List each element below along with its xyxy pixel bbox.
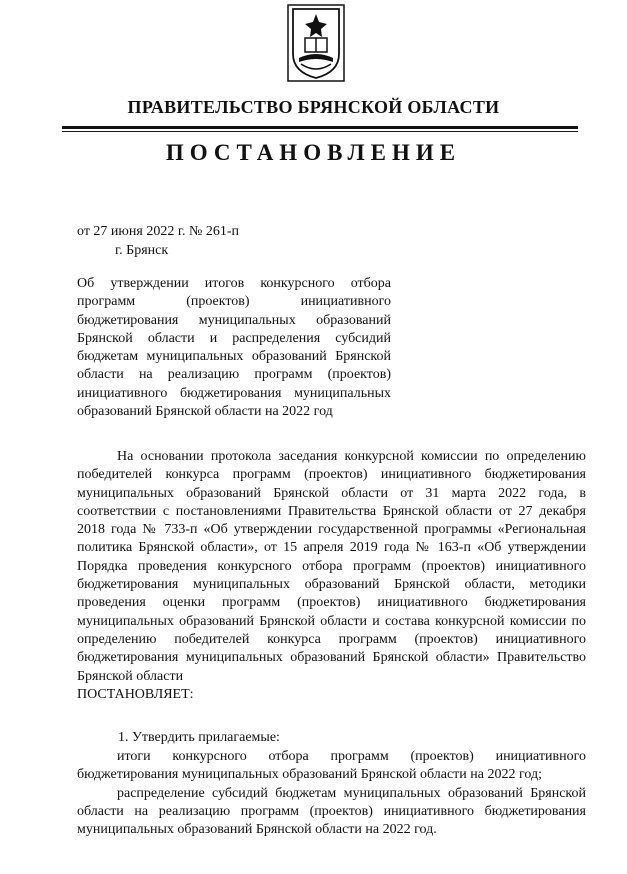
orders-word: ПОСТАНОВЛЯЕТ: xyxy=(77,686,194,702)
coat-of-arms-icon xyxy=(287,4,345,82)
document-subject: Об утверждении итогов конкурсного отбора программ (проектов) инициативного бюджетирования муниципальных образований Брянской области и распределения субсидий бюджетам муниципальных образований Брянской области на реализацию программ (проектов) инициативного бюджетирования муниципальных образований Брянской области на 2022 год xyxy=(77,276,391,420)
document-type: ПОСТАНОВЛЕНИЕ xyxy=(165,140,462,165)
item-1: 1. Утвердить прилагаемые: xyxy=(118,730,280,745)
preamble-paragraph: На основании протокола заседания конкурсной комиссии по определению победителей конкурса программ (проектов) инициативного бюджетирования муниципальных образований Брянской области от 31 марта 2022 года, в соответствии с постановлениями Правительства Брянской области от 27 декабря 2018 года № 733-п «Об утверждении государственной программы «Региональная политика Брянской области», от 15 апреля 2019 года № 163-п «Об утверждении Порядка проведения конкурсного отбора программ (проектов) инициативного бюджетирования муниципальных образований Брянской области, методики проведения оценки программ (проектов) инициативного бюджетирования муниципальных образований Брянской области и состава конкурсной комиссии по определению победителей конкурса программ (проектов) инициативного бюджетирования муниципальных образований Брянской области» Правительство Брянской области xyxy=(77,449,586,684)
government-name: ПРАВИТЕЛЬСТВО БРЯНСКОЙ ОБЛАСТИ xyxy=(127,97,500,117)
date-number: от 27 июня 2022 г. № 261-п xyxy=(77,224,239,239)
city: г. Брянск xyxy=(115,243,169,258)
item-1-a: итоги конкурсного отбора программ (проектов) инициативного бюджетирования муниципальных образований Брянской области на 2022 год; xyxy=(77,749,586,783)
main-text xyxy=(77,448,586,704)
item-1-b: распределение субсидий бюджетам муниципальных образований Брянской области на реализацию программ (проектов) инициативного бюджетирования муниципальных образований Брянской области на 2022 год. xyxy=(77,785,586,838)
header-rule-thick xyxy=(62,126,578,129)
header-rule-thin xyxy=(62,131,578,132)
item-1-list xyxy=(77,748,586,839)
